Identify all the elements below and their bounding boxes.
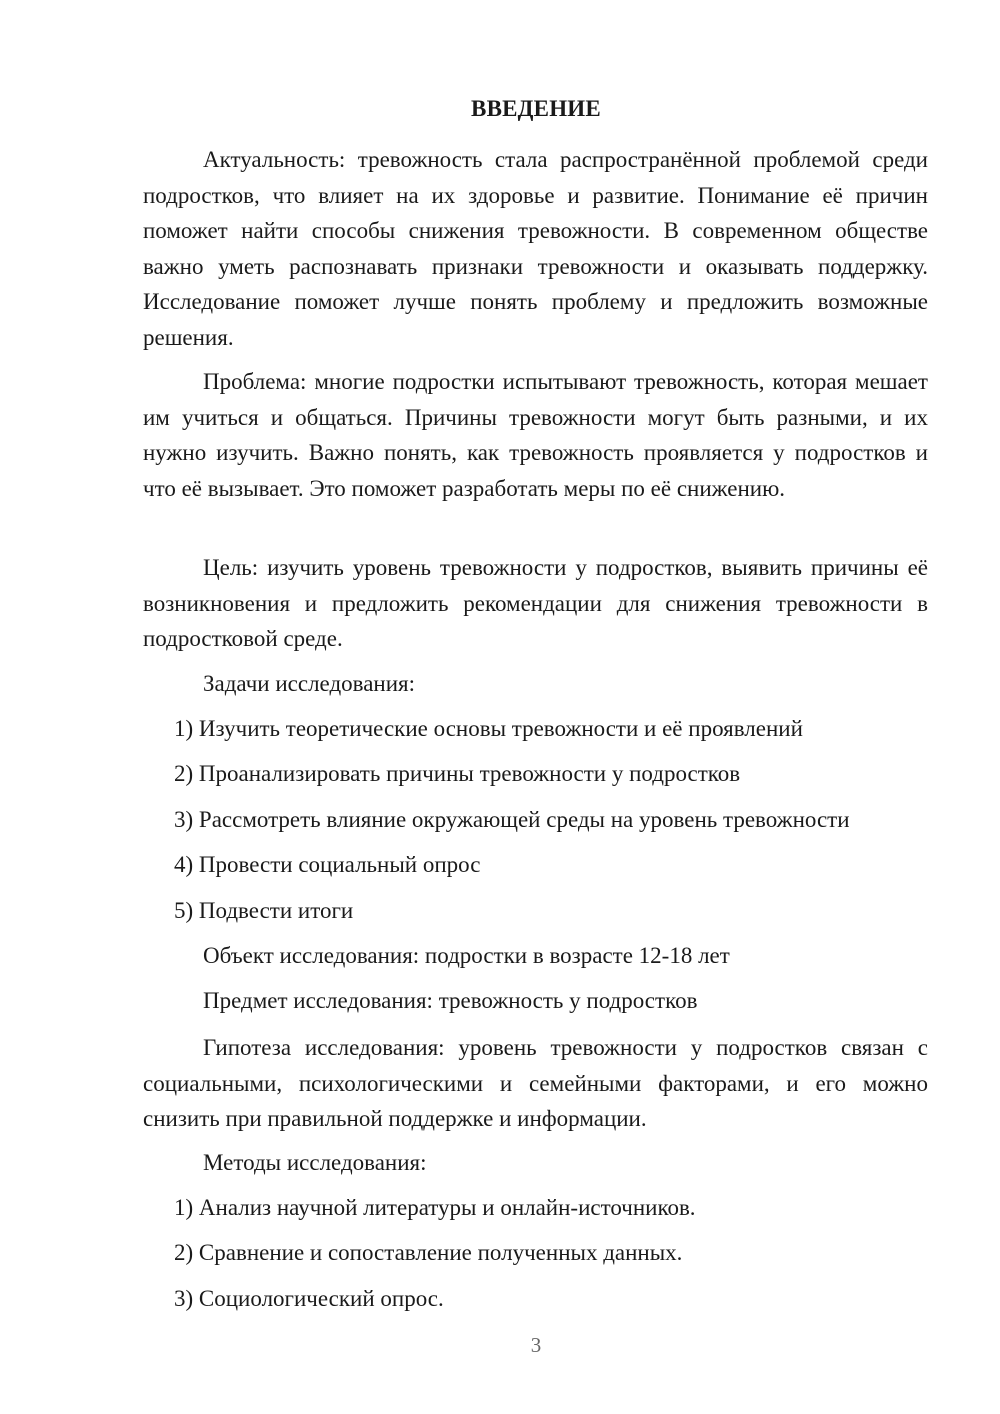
task-item-1: 1) Изучить теоретические основы тревожности и её проявлений xyxy=(174,716,803,741)
task-item-5: 5) Подвести итоги xyxy=(174,898,354,923)
task-item-3: 3) Рассмотреть влияние окружающей среды на уровень тревожности xyxy=(174,807,850,832)
method-item-1: 1) Анализ научной литературы и онлайн-источников. xyxy=(174,1195,696,1220)
method-item-3: 3) Социологический опрос. xyxy=(174,1286,444,1311)
paragraph-hypothesis: Гипотеза исследования: уровень тревожности у подростков связан с социальными, психологическими и семейными факторами, и его можно снизить при правильной поддержке и информации. xyxy=(143,1035,928,1131)
paragraph-problem: Проблема: многие подростки испытывают тревожность, которая мешает им учиться и общаться. Причины тревожности могут быть разными, и их нужно изучить. Важно понять, как тревожность проявляется у подростков и что её вызывает. Это поможет разработать меры по её снижению. xyxy=(143,369,928,501)
method-item-2: 2) Сравнение и сопоставление полученных данных. xyxy=(174,1240,683,1265)
paragraph-goal: Цель: изучить уровень тревожности у подростков, выявить причины её возникновения и предложить рекомендации для снижения тревожности в подростковой среде. xyxy=(143,555,928,651)
page-title: ВВЕДЕНИЕ xyxy=(471,96,601,121)
task-item-4: 4) Провести социальный опрос xyxy=(174,852,481,877)
paragraph-relevance: Актуальность: тревожность стала распространённой проблемой среди подростков, что влияет на их здоровье и развитие. Понимание её причин поможет найти способы снижения тревожности. В современном обществе важно уметь распознавать признаки тревожности и оказывать поддержку. Исследование поможет лучше понять проблему и предложить возможные решения. xyxy=(143,147,928,350)
research-object: Объект исследования: подростки в возрасте 12-18 лет xyxy=(203,943,730,968)
task-item-2: 2) Проанализировать причины тревожности у подростков xyxy=(174,761,741,786)
tasks-heading: Задачи исследования: xyxy=(203,671,416,696)
research-subject: Предмет исследования: тревожность у подростков xyxy=(203,988,698,1013)
page-number: 3 xyxy=(530,1333,542,1357)
methods-heading: Методы исследования: xyxy=(203,1150,427,1175)
